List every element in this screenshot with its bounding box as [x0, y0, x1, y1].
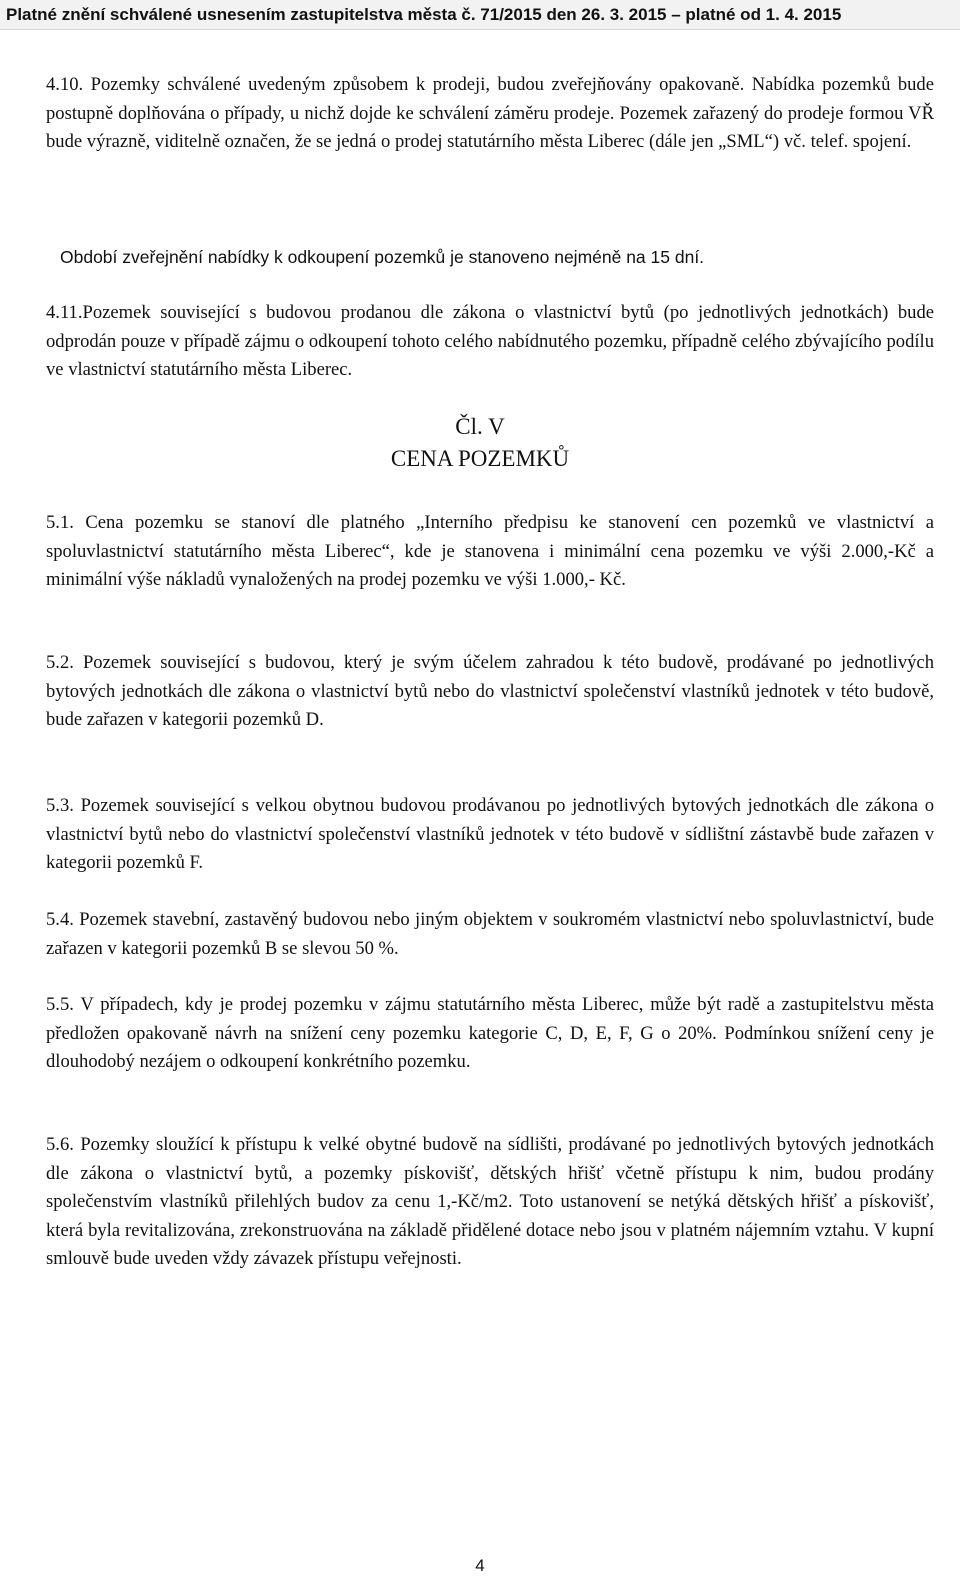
document-header: Platné znění schválené usnesením zastupitelstva města č. 71/2015 den 26. 3. 2015 – platné od 1. 4. 2015: [0, 0, 960, 30]
paragraph-text: Pozemky sloužící k přístupu k velké obytné budově na sídlišti, prodávané po jednotlivých bytových jednotkách dle zákona o vlastnictví bytů, a pozemky pískovišť, dětských hřišť včetně přístupu k nim, budou prodány společenstvím vlastníků přilehlých budov za cenu 1,-Kč/m2. Toto ustanovení se netýká dětských hřišť a pískovišť, která byla revitalizována, zrekonstruována na základě přidělené dotace nebo jsou v platném nájemním vztahu. V kupní smlouvě bude uveden vždy závazek přístupu veřejnosti.: [46, 1134, 935, 1269]
paragraph-5-3: [46, 792, 934, 878]
paragraph-number: 5.3.: [46, 795, 74, 816]
section-title: CENA POZEMKŮ: [390, 446, 570, 471]
paragraph-number: 5.2.: [46, 652, 74, 673]
paragraph-4-10: [46, 71, 934, 157]
paragraph-number: 4.10.: [46, 74, 84, 95]
paragraph-number: 5.5.: [46, 994, 74, 1015]
paragraph-text: V případech, kdy je prodej pozemku v zájmu statutárního města Liberec, může být radě a zastupitelstvu města předložen opakovaně návrh na snížení ceny pozemku kategorie C, D, E, F, G o 20%. Podmínkou snížení ceny je dlouhodobý nezájem o odkoupení konkrétního pozemku.: [46, 994, 935, 1072]
paragraph-text: Pozemek související s budovou, který je svým účelem zahradou k této budově, prodávané po jednotlivých bytových jednotkách dle zákona o vlastnictví bytů nebo do vlastnictví společenství vlastníků jednotek v této budově, bude zařazen v kategorii pozemků D.: [46, 652, 934, 730]
paragraph-number: 5.1.: [46, 512, 74, 533]
paragraph-5-6: [46, 1131, 934, 1274]
paragraph-number: 5.6.: [46, 1134, 74, 1155]
paragraph-5-4: [46, 906, 934, 963]
paragraph-text: Pozemek související s budovou prodanou dle zákona o vlastnictví bytů (po jednotlivých jednotkách) bude odprodán pouze v případě zájmu o odkoupení tohoto celého nabídnutého pozemku, případně celého zbývajícího podílu ve vlastnictví statutárního města Liberec.: [46, 302, 934, 380]
paragraph-text: Cena pozemku se stanoví dle platného „Interního předpisu ke stanovení cen pozemků ve vlastnictví a spoluvlastnictví statutárního města Liberec“, kde je stanovena i minimální cena pozemku ve výši 2.000,-Kč a minimální výše nákladů vynaložených na prodej pozemku ve výši 1.000,- Kč.: [46, 512, 934, 590]
paragraph-number: 5.4.: [46, 909, 74, 930]
paragraph-5-2: [46, 649, 934, 735]
paragraph-text: Pozemek stavební, zastavěný budovou nebo jiným objektem v soukromém vlastnictví nebo spoluvlastnictví, bude zařazen v kategorii pozemků B se slevou 50 %.: [46, 909, 934, 959]
paragraph-4-11: [46, 299, 934, 385]
article-number: Čl. V: [455, 414, 505, 439]
paragraph-text: Pozemek související s velkou obytnou budovou prodávanou po jednotlivých bytových jednotkách dle zákona o vlastnictví bytů nebo do vlastnictví společenství vlastníků jednotek v této budově v sídlištní zástavbě bude zařazen v kategorii pozemků F.: [46, 795, 934, 873]
paragraph-number: 4.11.: [46, 302, 83, 323]
paragraph-5-1: [46, 509, 934, 595]
paragraph-5-5: [46, 991, 934, 1077]
page-number: 4: [475, 1556, 485, 1575]
paragraph-4-10-note: Období zveřejnění nabídky k odkoupení pozemků je stanoveno nejméně na 15 dní.: [60, 247, 705, 267]
paragraph-text: Pozemky schválené uvedeným způsobem k prodeji, budou zveřejňovány opakovaně. Nabídka pozemků bude postupně doplňována o případy, u nichž dojde ke schválení záměru prodeje. Pozemek zařazený do prodeje formou VŘ bude výrazně, viditelně označen, že se jedná o prodej statutárního města Liberec (dále jen „SML“) vč. telef. spojení.: [46, 74, 934, 152]
